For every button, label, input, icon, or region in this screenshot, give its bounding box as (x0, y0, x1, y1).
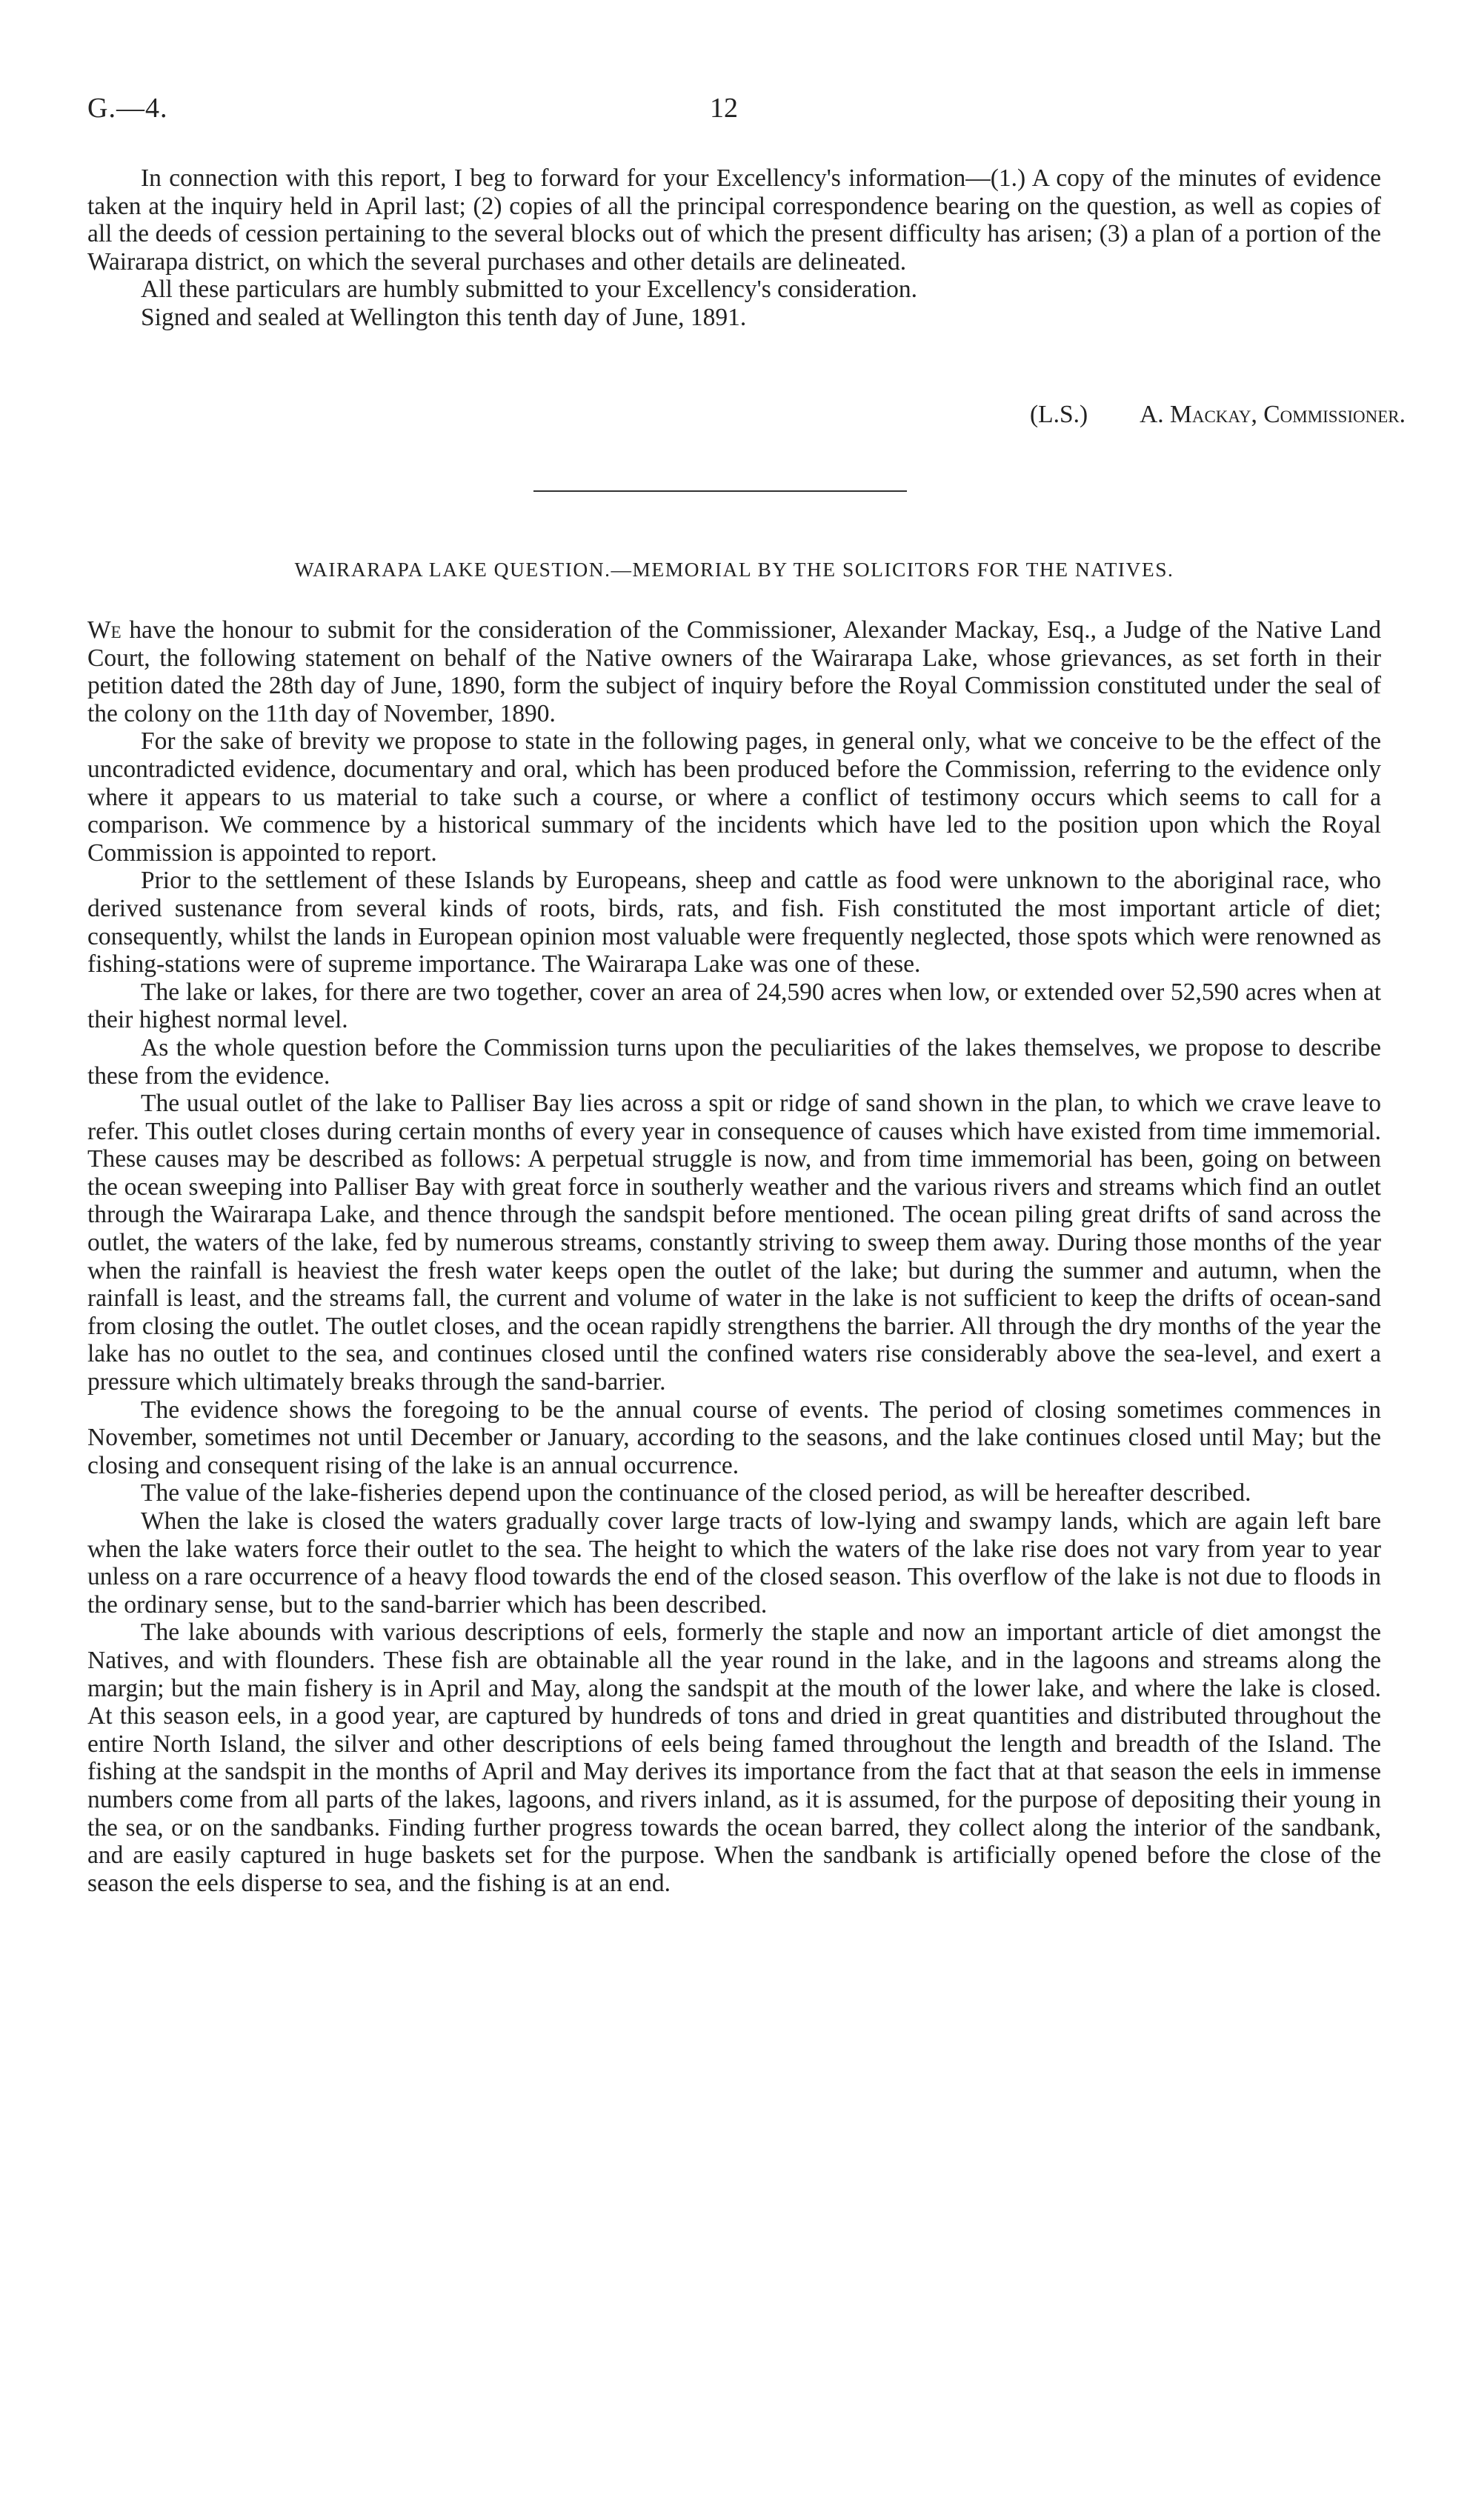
memorial-paragraph: The value of the lake-fisheries depend upon the continuance of the closed period, as will be hereafter described. (141, 1479, 1251, 1507)
report-closing-paragraph: All these particulars are humbly submitted to your Excellency's consideration. (141, 276, 917, 304)
report-closing-paragraph: In connection with this report, I beg to forward for your Excellency's information—(1.) A copy of the minutes of evidence taken at the inquiry held in April last; (2) copies of all the principal correspondence bearing on the question, as well as copies of all the deeds of cession pertaining to the several blocks out of which the present difficulty has arisen; (3) a plan of a portion of the Wairarapa district, on which the several purchases and other details are delineated. (87, 164, 1381, 276)
memorial-paragraph: The lake or lakes, for there are two together, cover an area of 24,590 acres when low, or extended over 52,590 acres when at their highest normal level. (87, 978, 1381, 1034)
memorial-heading: WAIRARAPA LAKE QUESTION.—MEMORIAL BY THE SOLICITORS FOR THE NATIVES. (294, 558, 1174, 581)
report-closing-section (87, 164, 1381, 332)
memorial-paragraph: The lake abounds with various descriptions of eels, formerly the staple and now an important article of diet amongst the Natives, and with flounders. These fish are obtainable all the year round in the lake, and in the lagoons and streams along the margin; but the main fishery is in April and May, along the sandspit at the mouth of the lower lake, and where the lake is closed. At this season eels, in a good year, are captured by hundreds of tons and dried in great quantities and distributed throughout the entire North Island, the silver and other descriptions of eels being famed throughout the length and breadth of the Island. The fishing at the sandspit in the months of April and May derives its importance from the fact that at that season the eels in immense numbers come from all parts of the lakes, lagoons, and rivers inland, as it is assumed, for the purpose of depositing their young in the sea, or on the sandbanks. Finding further progress towards the ocean barred, they collect along the interior of the sandbank, and are easily captured in huge baskets set for the purpose. When the sandbank is artificially opened before the close of the season the eels disperse to sea, and the fishing is at an end. (87, 1619, 1381, 1897)
report-closing-paragraph: Signed and sealed at Wellington this tenth day of June, 1891. (141, 303, 747, 331)
signatory: A. Mackay, Commissioner. (1140, 401, 1406, 428)
memorial-body (87, 616, 1381, 1897)
page-number: 12 (710, 93, 738, 124)
memorial-paragraph: Prior to the settlement of these Islands by Europeans, sheep and cattle as food were unknown to the aboriginal race, who derived sustenance from several kinds of roots, birds, rats, and fish. Fish constituted the most important article of diet; consequently, whilst the lands in European opinion most valuable were frequently neglected, those spots which were renowned as fishing-stations were of supreme importance. The Wairarapa Lake was one of these. (87, 867, 1381, 979)
memorial-paragraph: The evidence shows the foregoing to be the annual course of events. The period of closing sometimes commences in November, sometimes not until December or January, according to the seasons, and the lake continues closed until May; but the closing and consequent rising of the lake is an annual occurrence. (87, 1396, 1381, 1479)
memorial-paragraph: The usual outlet of the lake to Palliser Bay lies across a spit or ridge of sand shown in the plan, to which we crave leave to refer. This outlet closes during certain months of every year in consequence of causes which have existed from time immemorial. These causes may be described as follows: A perpetual struggle is now, and from time immemorial has been, going on between the ocean sweeping into Palliser Bay with great force in southerly weather and the various rivers and streams which find an outlet through the Wairarapa Lake, and thence through the sandspit before mentioned. The ocean piling great drifts of sand across the outlet, the waters of the lake, fed by numerous streams, constantly striving to sweep them away. During those months of the year when the rainfall is heaviest the fresh water keeps open the outlet of the lake; but during the summer and autumn, when the rainfall is least, and the streams fall, the current and volume of water in the lake is not sufficient to keep the drifts of ocean-sand from closing the outlet. The outlet closes, and the ocean rapidly strengthens the barrier. All through the dry months of the year the lake has no outlet to the sea, and continues closed until the confined waters rise considerably above the sea-level, and exert a pressure which ultimately breaks through the sand-barrier. (87, 1090, 1381, 1396)
signature-line (87, 401, 1406, 429)
document-reference: G.—4. (87, 93, 168, 124)
opening-word: We (87, 616, 122, 644)
memorial-paragraph-text: have the honour to submit for the consideration of the Commissioner, Alexander Mackay, Esq., a Judge of the Native Land Court, the following statement on behalf of the Native owners of the Wairarapa Lake, whose grievances, as set forth in their petition dated the 28th day of June, 1890, form the subject of inquiry before the Royal Commission constituted under the seal of the colony on the 11th day of November, 1890. (87, 616, 1382, 727)
memorial-paragraph: When the lake is closed the waters gradually cover large tracts of low-lying and swampy lands, which are again left bare when the lake waters force their outlet to the sea. The height to which the waters of the lake rise does not vary from year to year unless on a rare occurrence of a heavy flood towards the end of the closed season. This overflow of the lake is not due to floods in the ordinary sense, but to the sand-barrier which has been described. (87, 1507, 1381, 1619)
seal-mark: (L.S.) (1029, 401, 1088, 428)
memorial-paragraph: As the whole question before the Commission turns upon the peculiarities of the lakes themselves, we propose to describe these from the evidence. (87, 1033, 1381, 1090)
section-divider (533, 490, 907, 492)
memorial-paragraph: For the sake of brevity we propose to state in the following pages, in general only, what we conceive to be the effect of the uncontradicted evidence, documentary and oral, which has been produced before the Commission, referring to the evidence only where it appears to us material to take such a course, or where a conflict of testimony occurs which seems to call for a comparison. We commence by a historical summary of the incidents which have led to the position upon which the Royal Commission is appointed to report. (87, 727, 1381, 867)
memorial-paragraph (87, 616, 1381, 727)
